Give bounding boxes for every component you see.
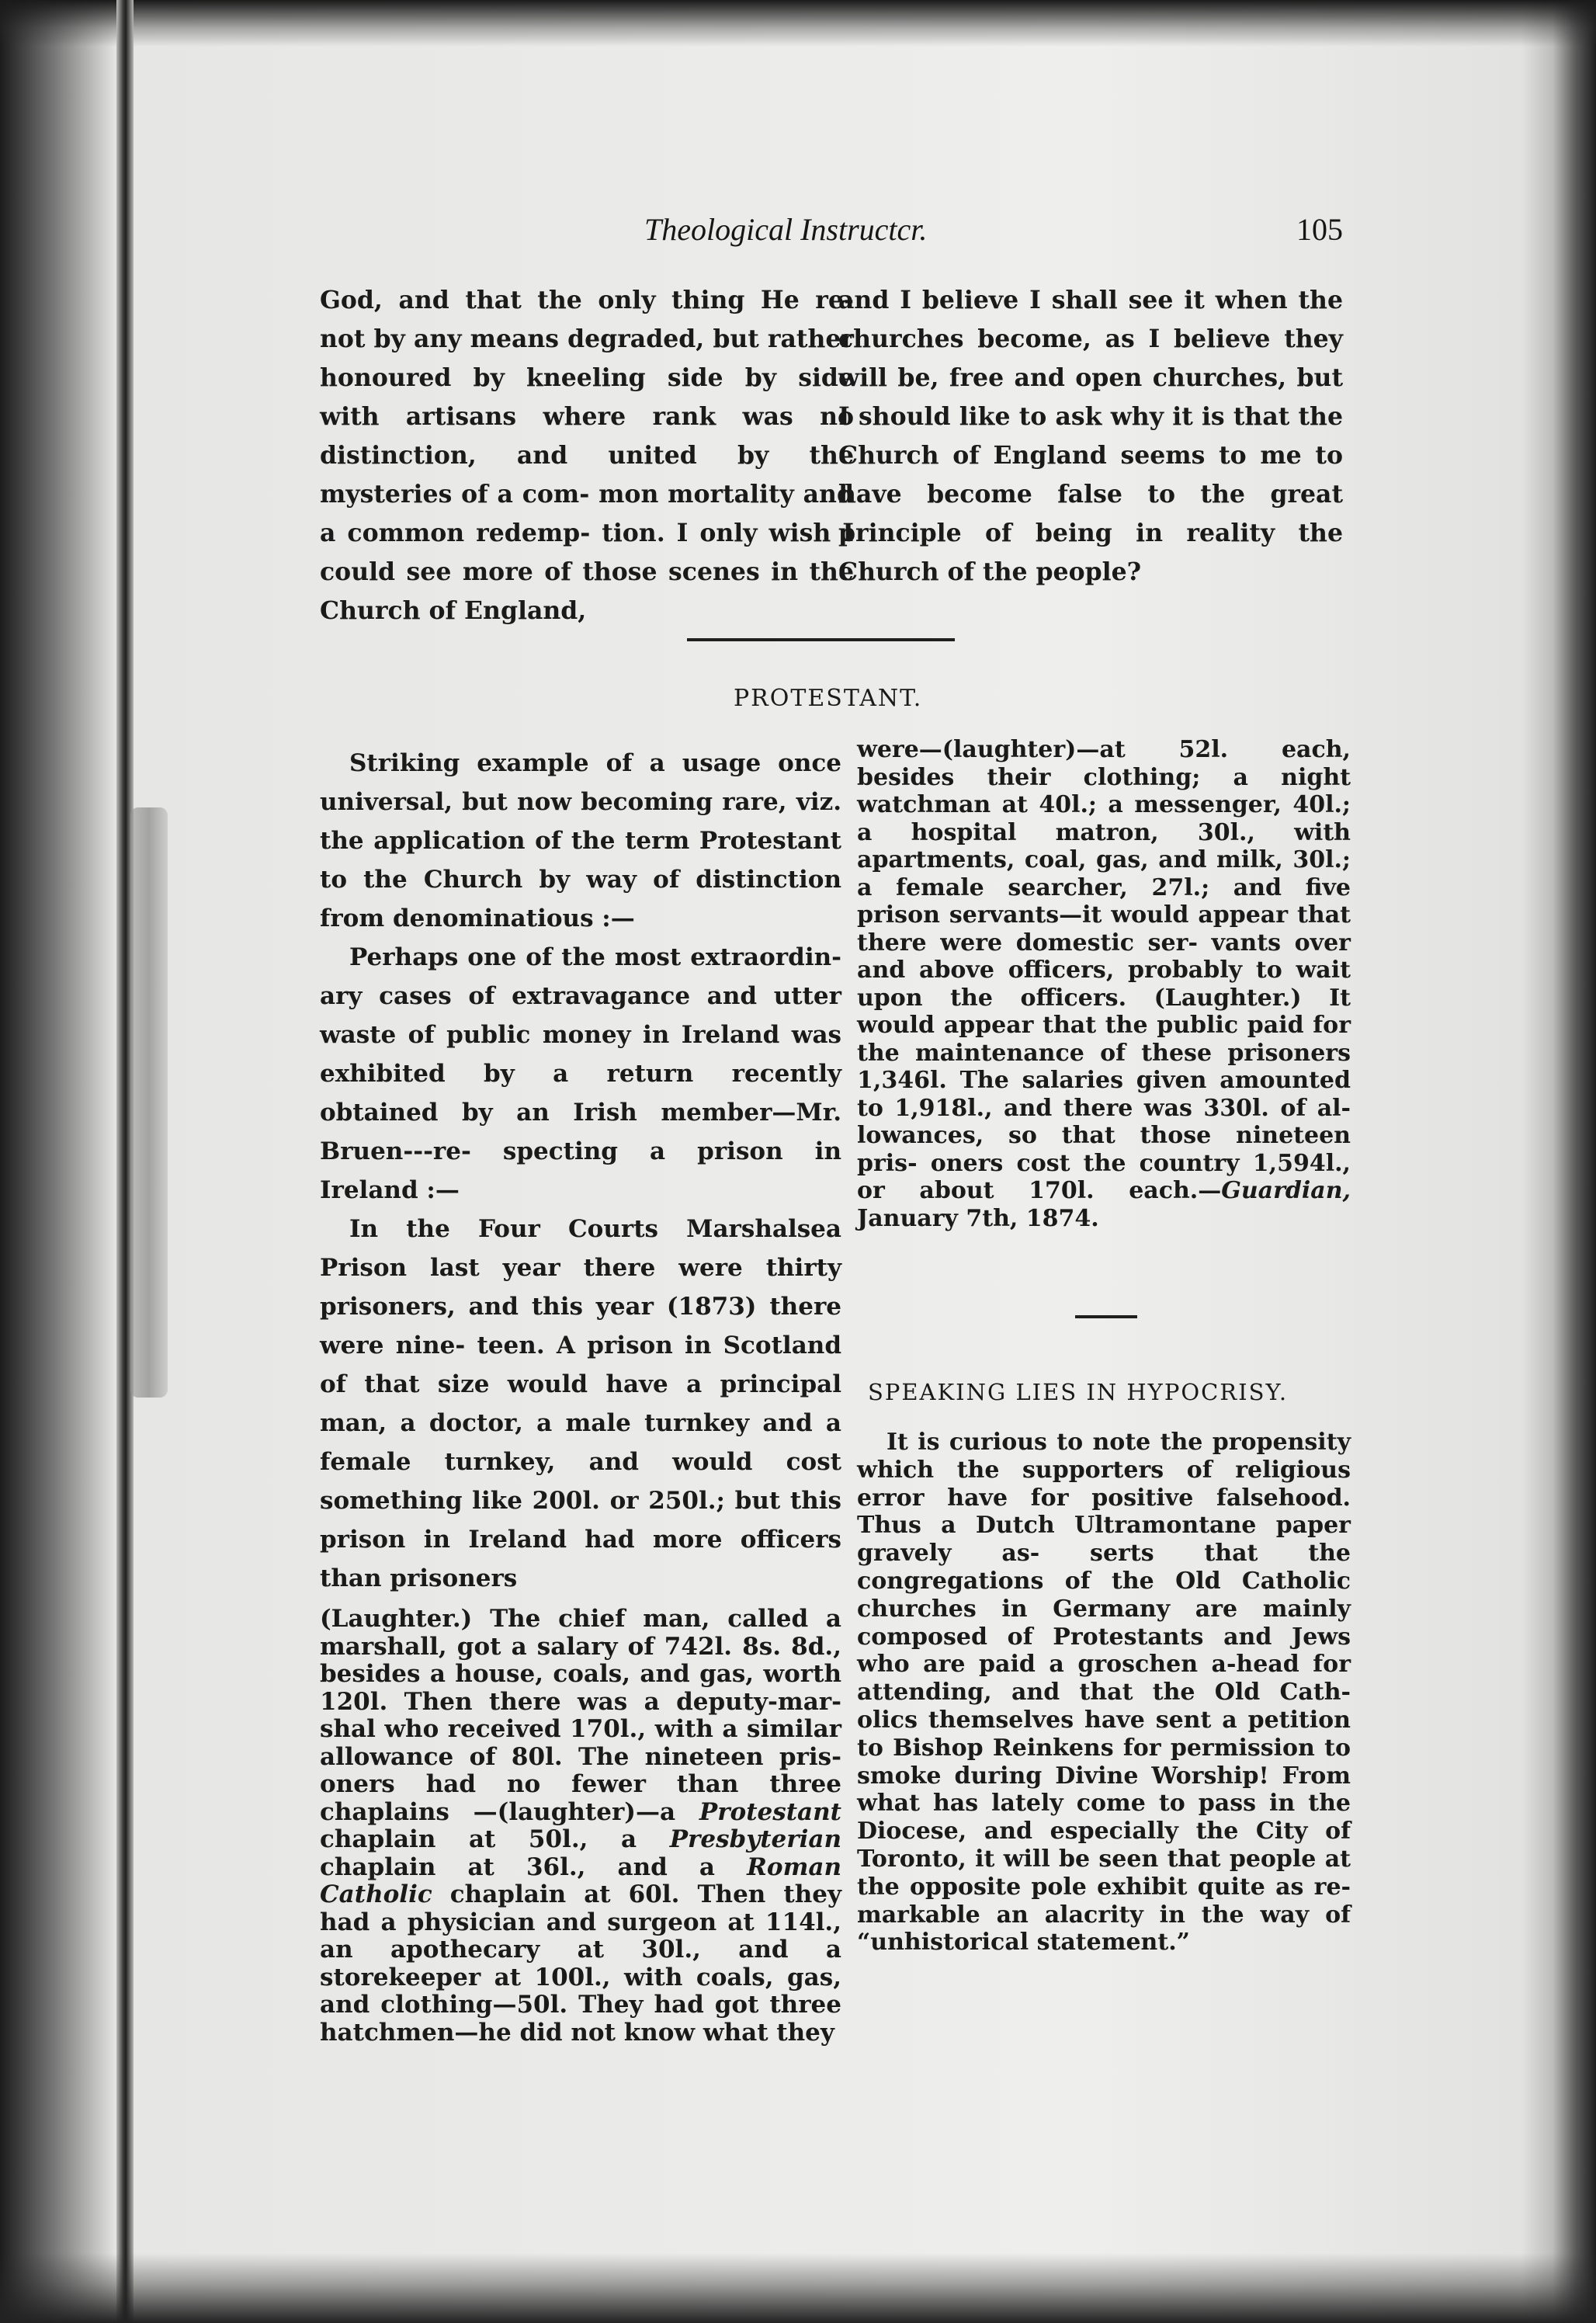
hypocrisy-column xyxy=(857,1429,1351,1957)
paragraph: It is curious to note the propensity which the supporters of religious error have for positive falsehood. Thus a Dutch Ultramontane paper gravely as- serts that the congregations of the Old Catholic churches in Germany are mainly composed of Protestants and Jews who are paid a groschen a-head for attending, and that the Old Cath- olics themselves have sent a petition to Bishop Reinkens for permission to smoke during Divine Worship! From what has lately come to pass in the Diocese, and especially the City of Toronto, it will be seen that people at the opposite pole exhibit quite as re- markable an alacrity in the way of “unhistorical statement.” xyxy=(857,1429,1351,1957)
text-run: (Laughter.) The chief man, called a marshall, got a salary of 742l. 8s. 8d., besides a house, coals, and gas, worth 120l. Then there was a deputy-mar- shal who received 170l., with a similar allowance of 80l. The nineteen pris- oners had no fewer than three chaplains —(laughter)—a xyxy=(320,1605,841,1826)
text-run: chaplain at 60l. Then they had a physician and surgeon at 114l., an apothecary at 30l., and a storekeeper at 100l., with coals, gas, and clothing—50l. They had got three hatchmen—he did not know what they xyxy=(320,1880,841,2047)
text-run: Roman Catholic xyxy=(320,1852,841,1908)
paragraph xyxy=(320,1606,841,2047)
paragraph xyxy=(857,736,1351,1232)
paragraph: Striking example of a usage once universal, but now becoming rare, viz. the application of the term Protestant to the Church by way of distinction from denominatious :— xyxy=(320,749,841,932)
bottom-edge-shadow xyxy=(0,2253,1596,2323)
section-heading-protestant: PROTESTANT. xyxy=(734,685,923,712)
paragraph: and I believe I shall see it when the churches become, as I believe they will be, free and open churches, but I should like to ask why it is that the Church of England seems to me to have become false to the great principle of being in reality the Church of the people? xyxy=(838,286,1343,586)
binding-tape xyxy=(130,807,168,1398)
page-header xyxy=(637,211,1343,258)
text-run: Presbyterian xyxy=(669,1825,841,1853)
text-run: January 7th, 1874. xyxy=(857,1204,1099,1232)
top-right-column xyxy=(838,281,1343,592)
top-left-column xyxy=(320,281,854,630)
section-divider xyxy=(1075,1315,1137,1318)
protestant-left-column xyxy=(320,744,841,2047)
section-divider xyxy=(687,638,955,641)
text-run: Guardian, xyxy=(1221,1177,1351,1204)
top-edge-shadow xyxy=(0,0,1596,47)
text-run: chaplain at 50l., a xyxy=(320,1825,670,1853)
page-number: 105 xyxy=(1296,212,1343,247)
text-run: were—(laughter)—at 52l. each, besides their clothing; a night watchman at 40l.; a messenger, 40l.; a hospital matron, 30l., with apartments, coal, gas, and milk, 30l.; a female searcher, 27l.; and five prison servants—it would appear that there were domestic ser- vants over and above officers, probably to wait upon the officers. (Laughter.) It would appear that the public paid for the maintenance of these prisoners 1,346l. The salaries given amounted to 1,918l., and there was 330l. of al- lowances, so that those nineteen pris- oners cost the country 1,594l., or about 170l. each.— xyxy=(857,736,1351,1204)
running-title: Theological Instructcr. xyxy=(644,212,928,247)
paragraph: God, and that the only thing He re- not by any means degraded, but rather honoured by kneeling side by side with artisans where rank was no distinction, and united by the mysteries of a com- mon mortality and a common redemp- tion. I only wish I could see more of those scenes in the Church of England, xyxy=(320,286,854,625)
paragraph: In the Four Courts Marshalsea Prison last year there were thirty prisoners, and this year (1873) there were nine- teen. A prison in Scotland of that size would have a principal man, a doctor, a male turnkey and a female turnkey, and would cost something like 200l. or 250l.; but this prison in Ireland had more officers than prisoners xyxy=(320,1215,841,1592)
text-run: Protestant xyxy=(699,1797,841,1826)
text-run: chaplain at 36l., and a xyxy=(320,1852,748,1881)
paragraph: Perhaps one of the most extraordin- ary cases of extravagance and utter waste of public money in Ireland was exhibited by a return recently obtained by an Irish member—Mr. Bruen---re- specting a prison in Ireland :— xyxy=(320,943,841,1204)
section-heading-hypocrisy: SPEAKING LIES IN HYPOCRISY. xyxy=(868,1379,1289,1405)
protestant-right-column xyxy=(857,736,1351,1232)
